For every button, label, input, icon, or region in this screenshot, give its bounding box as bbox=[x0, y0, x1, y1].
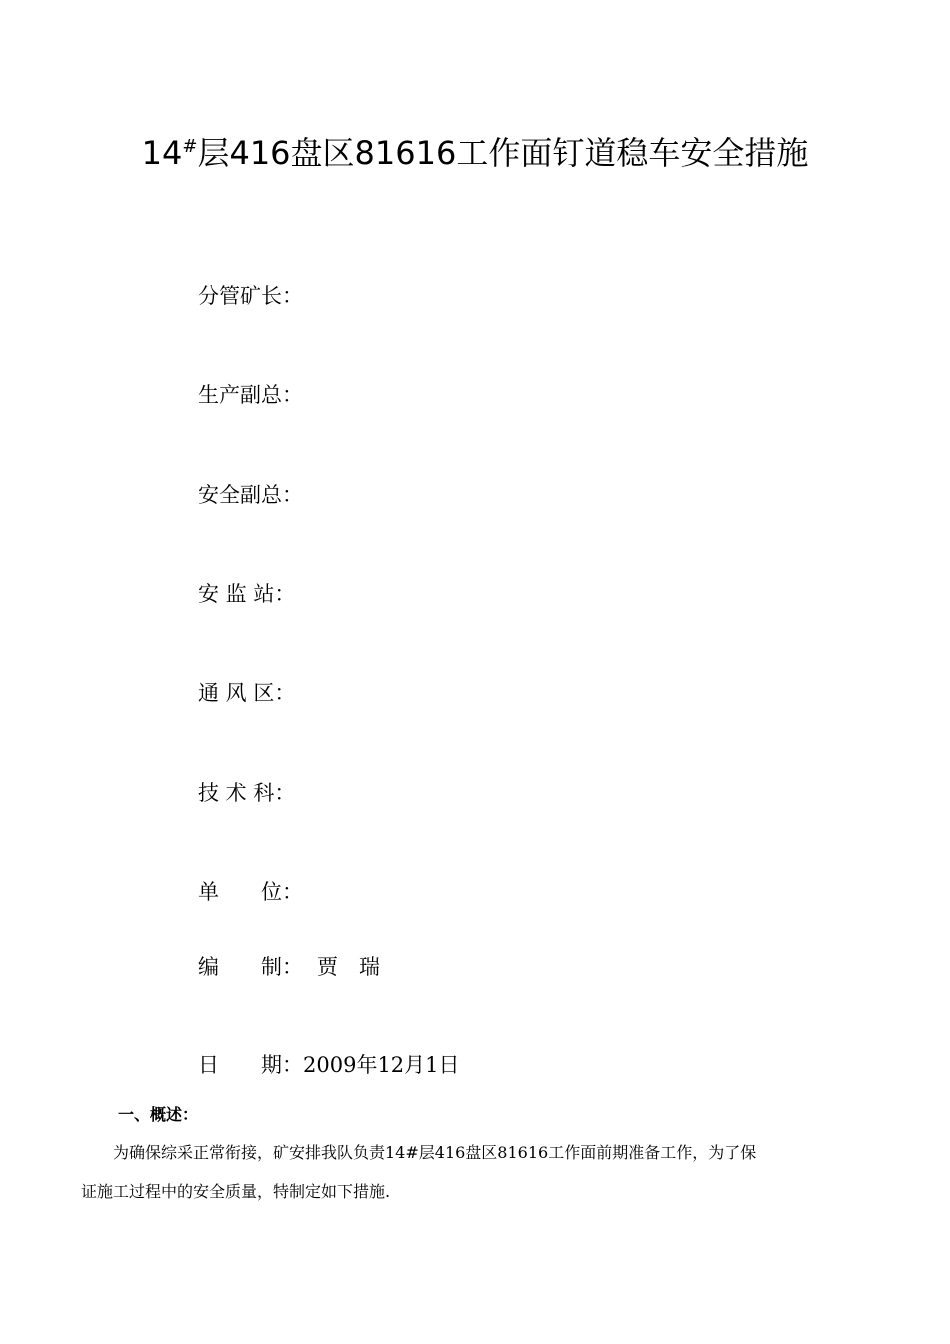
title-text: 层416盘区81616工作面钉道稳车安全措施 bbox=[197, 134, 809, 172]
field-label: 通 风 区： bbox=[198, 681, 296, 705]
field-value: 贾 瑞 bbox=[317, 955, 380, 979]
field-technical bbox=[198, 778, 309, 808]
field-safety-deputy bbox=[198, 480, 317, 510]
field-compiler bbox=[198, 952, 380, 982]
title-number: 14 bbox=[141, 134, 183, 172]
field-label: 安 监 站： bbox=[198, 582, 296, 606]
field-value: 2009年12月1日 bbox=[303, 1053, 460, 1077]
field-label: 安全副总： bbox=[198, 483, 303, 507]
field-label: 技 术 科： bbox=[198, 781, 296, 805]
field-label: 单 位： bbox=[198, 880, 303, 904]
paragraph-line: 证施工过程中的安全质量，特制定如下措施. bbox=[81, 1182, 391, 1201]
field-ventilation bbox=[198, 678, 309, 708]
field-label: 生产副总： bbox=[198, 383, 303, 407]
title-hash: # bbox=[182, 136, 198, 157]
field-label: 分管矿长： bbox=[198, 284, 303, 308]
field-production-deputy bbox=[198, 380, 317, 410]
field-date bbox=[198, 1050, 460, 1080]
field-mine-manager bbox=[198, 281, 317, 311]
field-unit bbox=[198, 877, 317, 907]
field-label: 编 制： bbox=[198, 955, 303, 979]
field-label: 日 期： bbox=[198, 1053, 303, 1077]
paragraph-line: 为确保综采正常衔接，矿安排我队负责14#层416盘区81616工作面前期准备工作，为了保 bbox=[81, 1143, 757, 1162]
section-heading: 一、概述： bbox=[118, 1105, 199, 1124]
field-safety-supervision bbox=[198, 579, 309, 609]
document-title bbox=[0, 128, 950, 178]
